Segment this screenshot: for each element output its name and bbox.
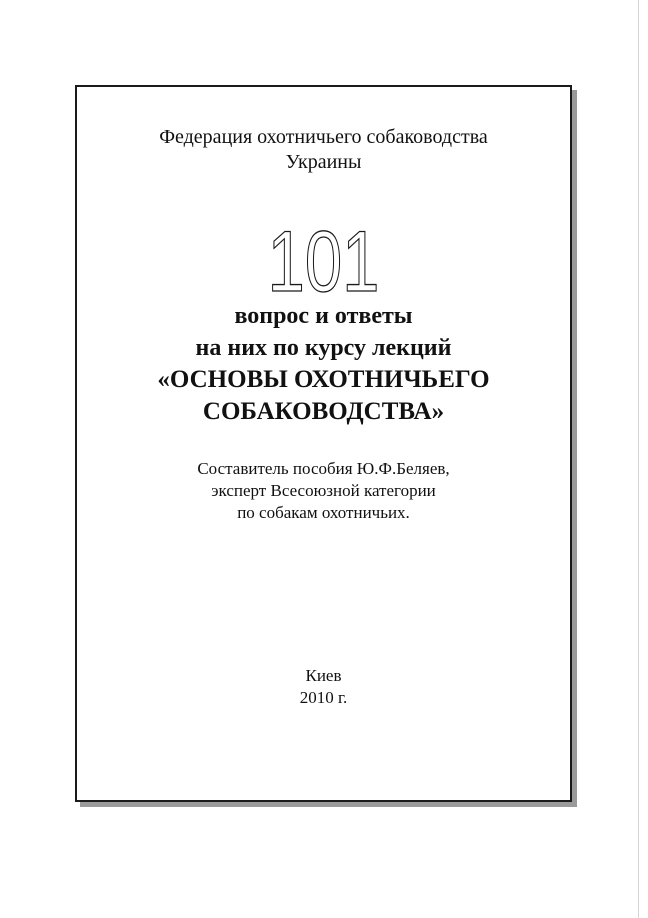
author-info: [77, 458, 570, 524]
organization-line-2: Украины: [285, 151, 362, 173]
publication-city: Киев: [305, 666, 342, 685]
author-line-2: эксперт Всесоюзной категории: [211, 481, 436, 500]
author-line-1: Составитель пособия Ю.Ф.Беляев,: [197, 459, 450, 478]
author-line-3: по собакам охотничьих.: [237, 503, 410, 522]
outlined-number: 101: [267, 214, 380, 310]
title-line-3: «ОСНОВЫ ОХОТНИЧЬЕГО: [157, 366, 490, 393]
page-edge-line: [638, 0, 639, 918]
publication-info: [77, 665, 570, 709]
title-line-1: вопрос и ответы: [234, 303, 413, 329]
title-line-4: СОБАКОВОДСТВА»: [202, 398, 445, 425]
title-line-2: на них по курсу лекций: [195, 335, 452, 361]
cover-frame: [75, 85, 572, 802]
organization-line-1: Федерация охотничьего собаководства: [159, 126, 488, 148]
publication-year: 2010 г.: [299, 688, 348, 707]
book-title: [77, 300, 570, 428]
organization-name: [77, 125, 570, 175]
